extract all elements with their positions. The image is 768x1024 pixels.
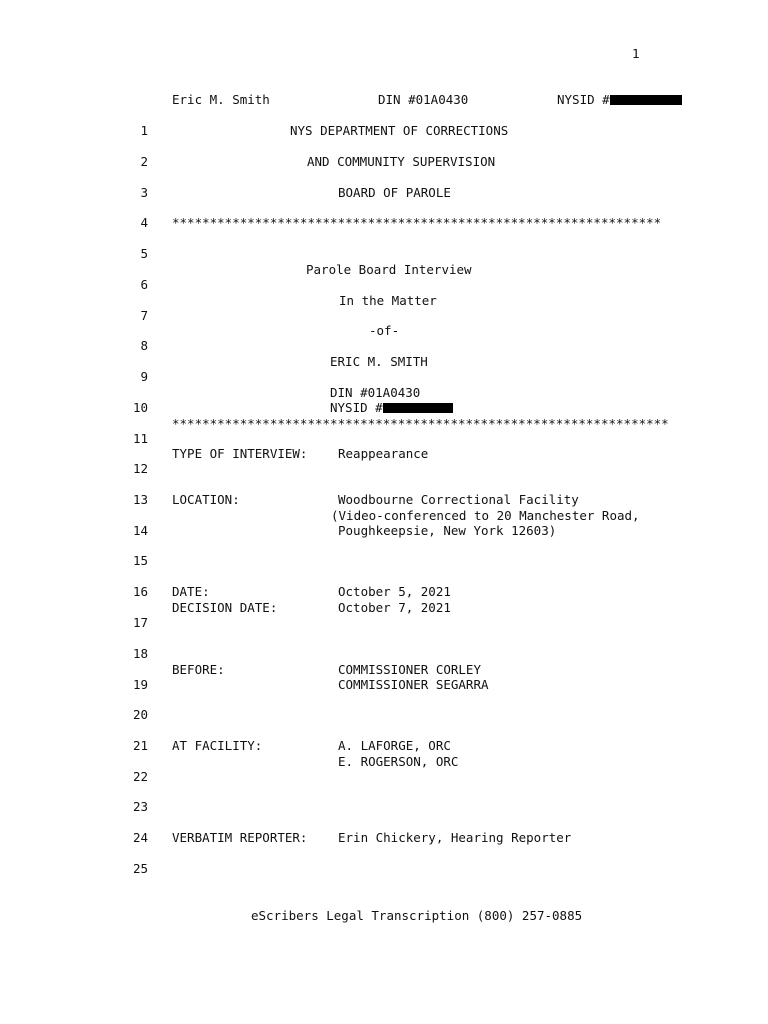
line-number: 24 [132, 830, 148, 845]
caption-din: DIN #01A0430 [330, 385, 421, 400]
line-number: 8 [140, 338, 148, 353]
line-number: 1 [140, 123, 148, 138]
line-number: 13 [132, 492, 148, 507]
redaction-bar [383, 403, 453, 413]
caption-matter: In the Matter [339, 293, 437, 308]
decision-date-value: October 7, 2021 [338, 600, 451, 615]
page-number: 1 [632, 46, 640, 61]
location-line-3: Poughkeepsie, New York 12603) [338, 523, 557, 538]
at-facility-label: AT FACILITY: [172, 738, 263, 753]
at-facility-line-2: E. ROGERSON, ORC [338, 754, 459, 769]
line-number: 19 [132, 677, 148, 692]
location-line-1: Woodbourne Correctional Facility [338, 492, 579, 507]
caption-of: -of- [369, 323, 400, 338]
line-number: 2 [140, 154, 148, 169]
caption-name: ERIC M. SMITH [330, 354, 428, 369]
before-line-2: COMMISSIONER SEGARRA [338, 677, 489, 692]
separator-line: ****************************************************************** [172, 416, 669, 431]
line-number: 9 [140, 369, 148, 384]
header-nysid-label: NYSID # [557, 92, 610, 107]
location-label: LOCATION: [172, 492, 240, 507]
line-number: 25 [132, 861, 148, 876]
header-name: Eric M. Smith [172, 92, 270, 107]
type-of-interview-label: TYPE OF INTERVIEW: [172, 446, 308, 461]
date-value: October 5, 2021 [338, 584, 451, 599]
line-number: 6 [140, 277, 148, 292]
decision-date-label: DECISION DATE: [172, 600, 278, 615]
title-line-1: NYS DEPARTMENT OF CORRECTIONS [290, 123, 509, 138]
line-number: 23 [132, 799, 148, 814]
caption-interview: Parole Board Interview [306, 262, 472, 277]
line-number: 21 [132, 738, 148, 753]
caption-nysid-label: NYSID # [330, 400, 383, 415]
line-number: 16 [132, 584, 148, 599]
title-line-3: BOARD OF PAROLE [338, 185, 451, 200]
line-number: 10 [132, 400, 148, 415]
caption-nysid [330, 400, 453, 415]
line-number: 22 [132, 769, 148, 784]
line-number: 12 [132, 461, 148, 476]
date-label: DATE: [172, 584, 210, 599]
footer-text: eScribers Legal Transcription (800) 257-0885 [251, 908, 583, 923]
header-din: DIN #01A0430 [378, 92, 469, 107]
line-number: 14 [132, 523, 148, 538]
line-number: 3 [140, 185, 148, 200]
line-number: 7 [140, 308, 148, 323]
type-of-interview-value: Reappearance [338, 446, 429, 461]
line-number: 5 [140, 246, 148, 261]
line-number: 20 [132, 707, 148, 722]
location-line-2: (Video-conferenced to 20 Manchester Road, [331, 508, 640, 523]
before-line-1: COMMISSIONER CORLEY [338, 662, 481, 677]
line-number: 11 [132, 431, 148, 446]
verbatim-reporter-value: Erin Chickery, Hearing Reporter [338, 830, 572, 845]
verbatim-reporter-label: VERBATIM REPORTER: [172, 830, 308, 845]
title-line-2: AND COMMUNITY SUPERVISION [307, 154, 496, 169]
line-number: 4 [140, 215, 148, 230]
line-number: 18 [132, 646, 148, 661]
before-label: BEFORE: [172, 662, 225, 677]
redaction-bar [610, 95, 682, 105]
at-facility-line-1: A. LAFORGE, ORC [338, 738, 451, 753]
header-nysid [557, 92, 682, 107]
line-number: 17 [132, 615, 148, 630]
separator-line: ***************************************************************** [172, 215, 662, 230]
line-number: 15 [132, 553, 148, 568]
